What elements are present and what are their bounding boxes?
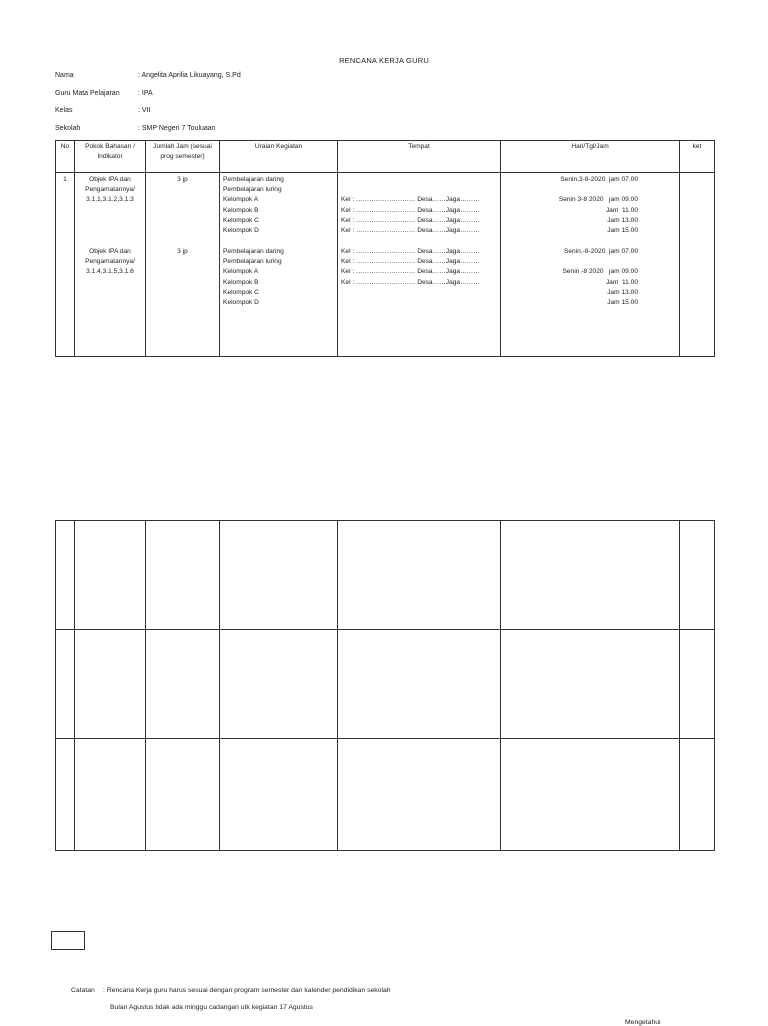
text-line: Kel : ……………………… Desa……Jaga……… bbox=[341, 278, 480, 286]
info-label: Kelas bbox=[55, 107, 73, 114]
text-line: Kelompok D bbox=[223, 299, 259, 307]
text-line: Kel : ……………………… Desa……Jaga……… bbox=[341, 258, 480, 266]
text-line bbox=[501, 185, 638, 195]
header-uraian-kegiatan: Uraian Kegiatan bbox=[220, 141, 338, 173]
text-line: Pembelajaran daring bbox=[223, 248, 284, 255]
text-line: Kelompok C bbox=[223, 288, 259, 296]
text-line: Jam 15.00 bbox=[607, 299, 638, 307]
info-value: : VII bbox=[138, 107, 151, 114]
pokok-block-1 bbox=[75, 175, 145, 206]
empty-box bbox=[51, 931, 85, 950]
row-number: 1 bbox=[63, 176, 67, 183]
text-line: Jam 11.00 bbox=[605, 278, 638, 286]
text-line bbox=[501, 257, 638, 267]
table-row bbox=[56, 173, 715, 357]
text-line bbox=[341, 175, 500, 185]
text-line: Kelompok B bbox=[223, 278, 259, 286]
text-line: Objek IPA dan bbox=[89, 248, 131, 255]
hari-block-2 bbox=[501, 247, 638, 308]
tempat-block-2 bbox=[341, 247, 500, 288]
cell-uraian bbox=[220, 173, 338, 357]
text-line: 3.1.4,3.1.5,3.1.6 bbox=[86, 268, 134, 276]
info-value: : SMP Negeri 7 Touluaan bbox=[138, 125, 216, 132]
header-no: No bbox=[56, 141, 75, 173]
jumlah-block-1: 3 jp bbox=[177, 176, 188, 183]
text-line: Kelompok D bbox=[223, 227, 259, 235]
cell-no bbox=[56, 173, 75, 357]
text-line: Kel : ……………………… Desa……Jaga……… bbox=[341, 196, 480, 204]
pokok-block-2 bbox=[75, 247, 145, 278]
text-line: Jam 15.00 bbox=[607, 227, 638, 235]
text-line: Pembelajaran luring bbox=[223, 186, 282, 194]
text-line: Kel : ……………………… Desa……Jaga……… bbox=[341, 216, 480, 224]
header-tempat: Tempat bbox=[338, 141, 501, 173]
work-plan-table bbox=[55, 140, 715, 357]
text-line: Kel : ……………………… Desa……Jaga……… bbox=[341, 206, 480, 214]
tempat-block-1 bbox=[341, 175, 500, 236]
text-line: Jam 13.00 bbox=[607, 216, 638, 224]
uraian-block-1 bbox=[223, 175, 337, 236]
text-line: Pengamatannya/ bbox=[85, 258, 135, 266]
header-pokok-bahasan: Pokok Bahasan / Indikator bbox=[75, 141, 146, 173]
header-jumlah-jam: Jumlah Jam (sesuai prog semester) bbox=[146, 141, 220, 173]
text-line: Senin,-8-2020 jam 07.00 bbox=[563, 248, 638, 255]
notes-line-2: Bulan Agustus tidak ada minggu cadangan utk kegiatan 17 Agustus bbox=[110, 1004, 313, 1011]
text-line bbox=[341, 185, 500, 195]
header-hari-tgl-jam: Hari/Tgl/Jam bbox=[501, 141, 680, 173]
cell-pokok bbox=[75, 173, 146, 357]
table-header-row bbox=[56, 141, 715, 173]
cell-hari bbox=[501, 173, 680, 357]
info-value: : Angelita Aprilia Likuayang, S.Pd bbox=[138, 72, 241, 79]
info-label: Nama bbox=[55, 72, 74, 79]
header-ket: ket bbox=[680, 141, 715, 173]
cell-ket bbox=[680, 173, 715, 357]
cell-tempat bbox=[338, 173, 501, 357]
text-line: Senin,3-8-2020 jam 07.00 bbox=[560, 176, 638, 183]
text-line: Pembelajaran luring bbox=[223, 258, 282, 266]
text-line: Kelompok A bbox=[223, 196, 259, 204]
notes-label: Catatan bbox=[71, 987, 95, 994]
info-value: : IPA bbox=[138, 90, 153, 97]
jumlah-block-2: 3 jp bbox=[177, 248, 188, 255]
text-line: Senin -8 2020 jam 09.00 bbox=[562, 268, 638, 276]
text-line: Jam 11.00 bbox=[605, 206, 638, 214]
document-title: RENCANA KERJA GURU bbox=[339, 56, 429, 65]
cell-jumlah bbox=[146, 173, 220, 357]
empty-table bbox=[55, 520, 715, 851]
text-line: Pembelajaran daring bbox=[223, 176, 284, 183]
text-line: Kel : ……………………… Desa……Jaga……… bbox=[341, 227, 480, 235]
text-line: Objek IPA dan bbox=[89, 176, 131, 183]
text-line: Kel : ……………………… Desa……Jaga……… bbox=[341, 268, 480, 276]
info-label: Guru Mata Pelajaran bbox=[55, 90, 120, 97]
text-line: 3.1.1,3.1.2,3.1.3 bbox=[86, 196, 134, 204]
empty-row bbox=[56, 630, 715, 739]
notes-line-1: : Rencana Kerja guru harus sesuai dengan program semester dan kalender pendidikan sekolah bbox=[103, 987, 391, 994]
text-line: Kel : ……………………… Desa……Jaga……… bbox=[341, 248, 480, 255]
text-line: Kelompok B bbox=[223, 206, 259, 214]
hari-block-1 bbox=[501, 175, 638, 236]
text-line: Jam 13.00 bbox=[607, 288, 638, 296]
text-line: Senin 3-8 2020 jam 09.00 bbox=[558, 196, 638, 204]
text-line: Kelompok A bbox=[223, 268, 259, 276]
mengetahui-text: Mengetahui bbox=[625, 1019, 661, 1026]
info-label: Sekolah bbox=[55, 125, 81, 132]
text-line: Pengamatannya/ bbox=[85, 186, 135, 194]
empty-row bbox=[56, 739, 715, 851]
uraian-block-2 bbox=[223, 247, 337, 308]
text-line: Kelompok C bbox=[223, 216, 259, 224]
empty-row bbox=[56, 521, 715, 630]
